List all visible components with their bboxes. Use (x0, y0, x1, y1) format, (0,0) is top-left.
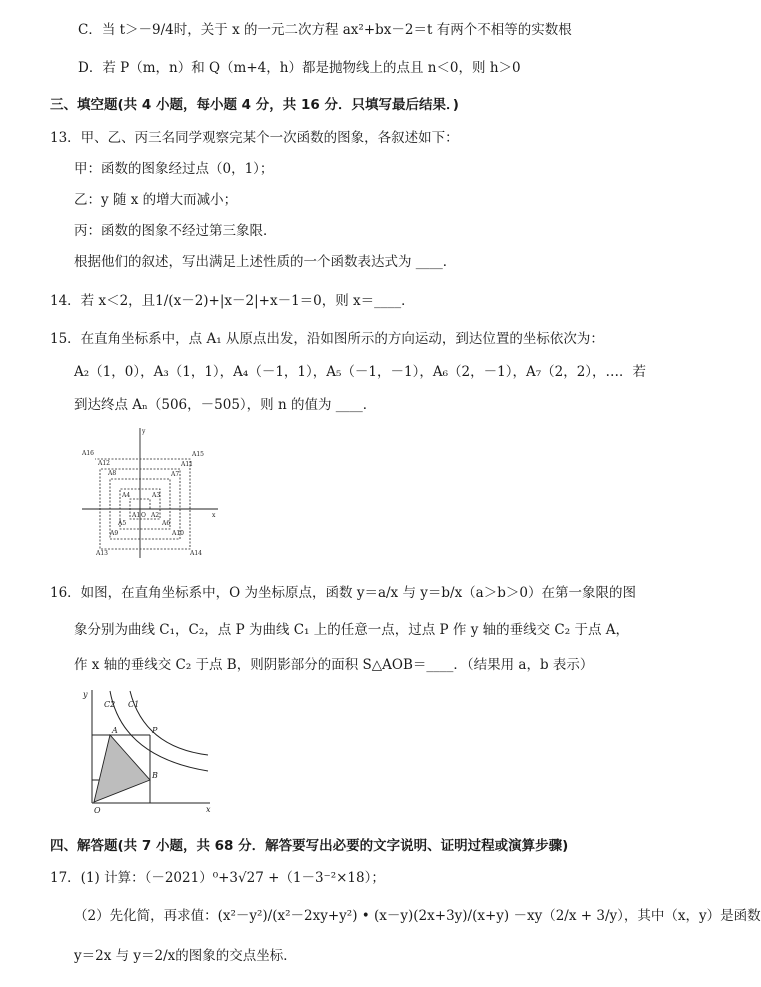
question-17-part-2: （2）先化简，再求值：(x²－y²)/(x²－2xy+y²) • (x－y)(2x+3y)/(x+y) －xy（2/x + 3/y），其中（x，y）是函数 (74, 908, 761, 924)
question-13-statement-yi: 乙：y 随 x 的增大而减小； (74, 192, 238, 208)
question-13-prompt: 根据他们的叙述，写出满足上述性质的一个函数表达式为 ____． (74, 254, 457, 270)
question-17-part-1: 17．(1) 计算：（－2021）⁰+3√27 +（1－3⁻²×18）； (50, 870, 385, 886)
label-b: B (152, 771, 158, 780)
label-c1: C1 (128, 700, 140, 709)
label-a7: A7 (171, 471, 180, 478)
label-o: O (94, 806, 101, 815)
label-c2: C2 (104, 700, 116, 709)
label-a11: A11 (181, 461, 193, 468)
question-17-part-2-condition: y＝2x 与 y＝2/x的图象的交点坐标． (74, 948, 297, 964)
label-a16: A16 (82, 450, 94, 457)
question-15-prompt: 到达终点 Aₙ（506，－505），则 n 的值为 ____． (74, 397, 377, 413)
section-fill-blank-heading: 三、填空题(共 4 小题，每小题 4 分，共 16 分．只填写最后结果．) (50, 97, 459, 113)
option-c: C．当 t＞－9/4时，关于 x 的一元二次方程 ax²+bx－2＝t 有两个不相等的实数根 (78, 22, 572, 38)
label-x: x (212, 512, 216, 519)
label-a12: A12 (98, 460, 110, 467)
label-a: A (112, 726, 118, 735)
question-13-statement-bing: 丙：函数的图象不经过第三象限． (74, 223, 277, 239)
label-origin: O (141, 512, 146, 519)
question-15: 15．在直角坐标系中，点 A₁ 从原点出发，沿如图所示的方向运动，到达位置的坐标依次为： (50, 331, 604, 347)
option-d: D．若 P（m，n）和 Q（m+4，h）都是抛物线上的点且 n＜0，则 h＞0 (78, 60, 521, 76)
question-15-coordinates: A₂（1，0），A₃（1，1），A₄（－1，1），A₅（－1，－1），A₆（2，－1），A₇（2，2），…．若 (74, 364, 647, 380)
question-14: 14．若 x＜2，且1/(x－2)+|x－2|+x－1＝0，则 x＝____． (50, 293, 415, 309)
label-a2: A2 (151, 512, 160, 519)
q15-spiral-figure (80, 425, 220, 560)
label-a8: A8 (108, 470, 117, 477)
label-y: y (83, 690, 88, 699)
label-a5: A5 (118, 520, 127, 527)
label-a9: A9 (110, 530, 119, 537)
label-a6: A6 (162, 520, 171, 527)
label-a4: A4 (122, 492, 131, 499)
label-a15: A15 (192, 451, 204, 458)
question-16: 16．如图，在直角坐标系中，O 为坐标原点，函数 y＝a/x 与 y＝b/x（a＞b＞0）在第一象限的图 (50, 585, 636, 601)
label-a1: A1 (132, 512, 141, 519)
question-13: 13．甲、乙、丙三名同学观察完某个一次函数的图象，各叙述如下： (50, 130, 459, 146)
label-p: P (152, 726, 158, 735)
label-x: x (206, 805, 211, 814)
label-a3: A3 (152, 492, 161, 499)
q16-hyperbola-figure (80, 685, 215, 815)
label-y: y (142, 428, 146, 435)
question-16-line-2: 象分别为曲线 C₁，C₂，点 P 为曲线 C₁ 上的任意一点，过点 P 作 y 轴的垂线交 C₂ 于点 A， (74, 622, 630, 638)
section-solutions-heading: 四、解答题(共 7 小题，共 68 分．解答要写出必要的文字说明、证明过程或演算步骤) (50, 838, 569, 854)
label-a14: A14 (190, 550, 202, 557)
question-13-statement-jia: 甲：函数的图象经过点（0，1）； (74, 161, 274, 177)
label-a10: A10 (172, 530, 184, 537)
question-16-line-3: 作 x 轴的垂线交 C₂ 于点 B，则阴影部分的面积 S△AOB＝____．（结果用 a，b 表示） (74, 657, 594, 673)
label-a13: A13 (96, 550, 108, 557)
